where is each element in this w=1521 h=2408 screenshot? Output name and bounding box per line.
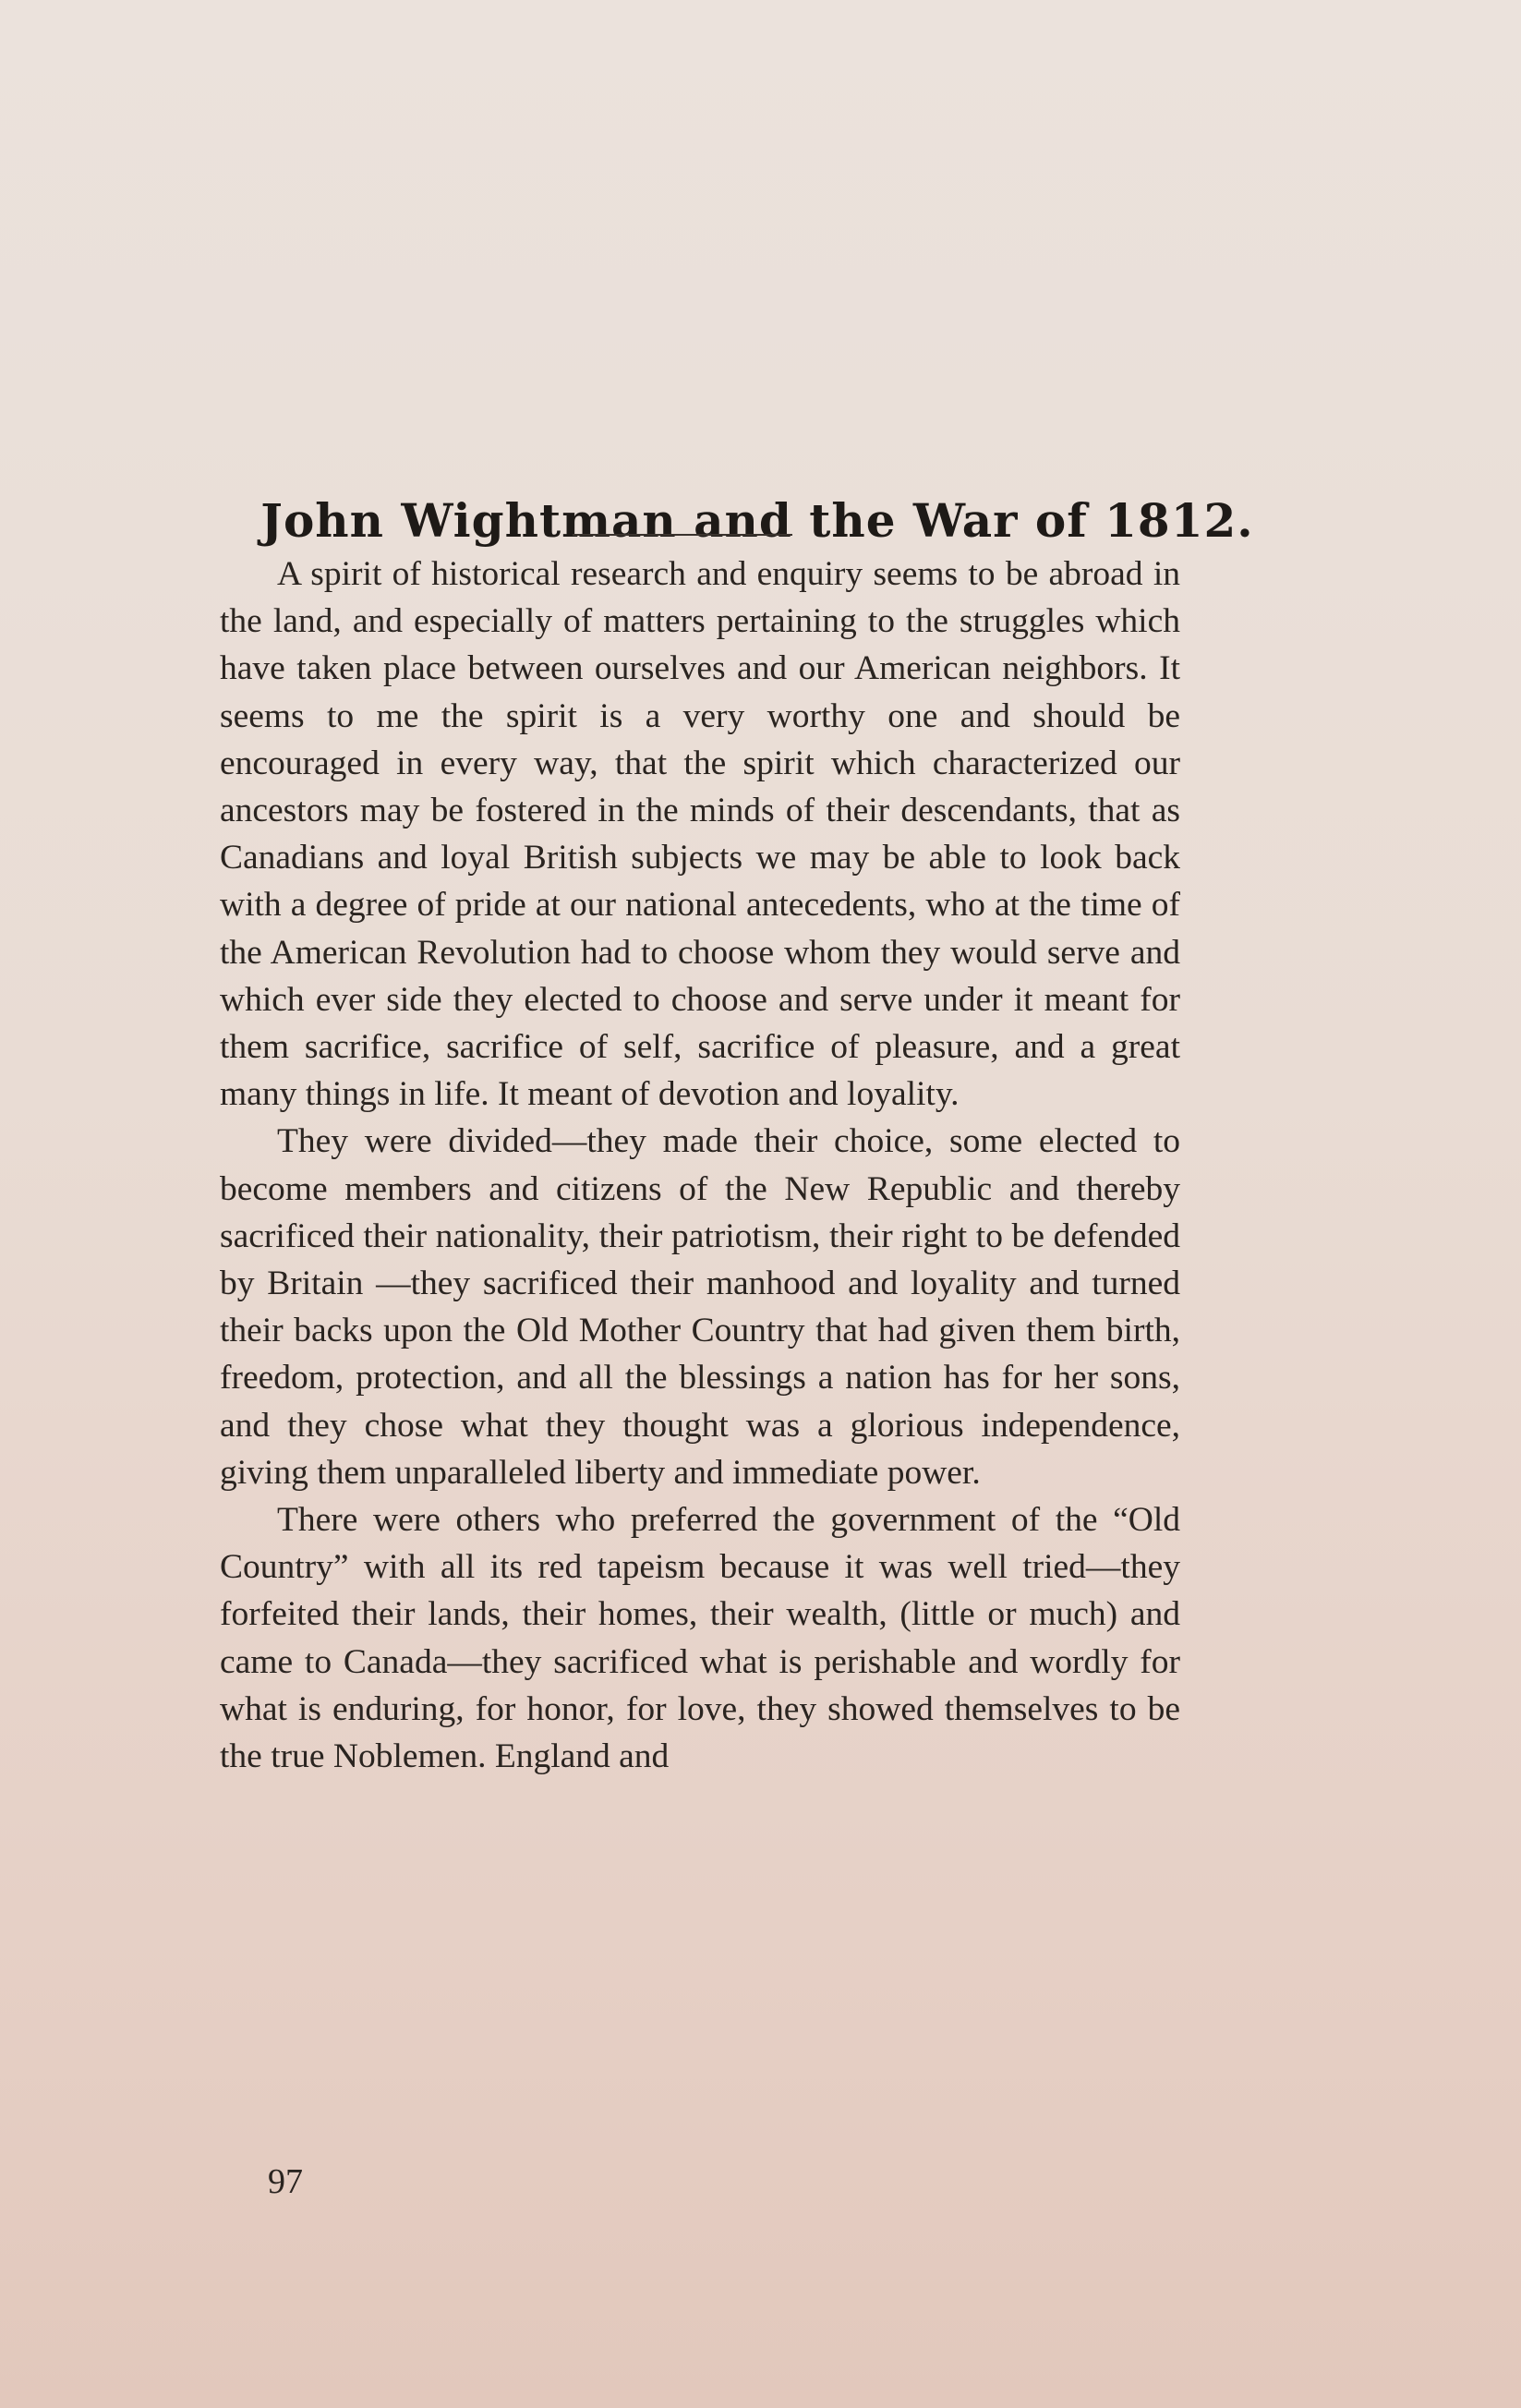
title-divider: [573, 534, 792, 536]
article-title: John Wightman and the War of 1812.: [260, 492, 1254, 548]
paragraph-2: They were divided—they made their choice, some elected to become members and citizens of the New Republic and thereby sacrificed their nationality, their patriotism, their right to be defended by Britain —they sacrificed their manhood and loyality and turned their backs upon the Old Mother Country that had given them birth, freedom, protection, and all the blessings a nation has for her sons, and they chose what they thought was a glorious independence, giving them unparalleled liberty and immediate power.: [220, 1122, 1180, 1492]
page-number: 97: [268, 2162, 303, 2201]
paragraph-1: A spirit of historical research and enquiry seems to be abroad in the land, and especially of matters pertaining to the struggles which have taken place between ourselves and our American neighbors. It seems to me the spirit is a very worthy one and should be encouraged in every way, that the spirit which characterized our ancestors may be fostered in the minds of their descendants, that as Canadians and loyal British subjects we may be able to look back with a degree of pride at our national antecedents, who at the time of the American Revolution had to choose whom they would serve and which ever side they elected to choose and serve under it meant for them sacrifice, sacrifice of self, sacrifice of pleasure, and a great many things in life. It meant of devotion and loyality.: [220, 555, 1180, 1114]
paragraph-3: There were others who preferred the government of the “Old Country” with all its red tapeism because it was well tried—they forfeited their lands, their homes, their wealth, (little or much) and came to Canada—they sacrificed what is perishable and wordly for what is enduring, for honor, for love, they showed themselves to be the true Noblemen. England and: [220, 1501, 1180, 1776]
article-body: [220, 551, 1180, 1780]
